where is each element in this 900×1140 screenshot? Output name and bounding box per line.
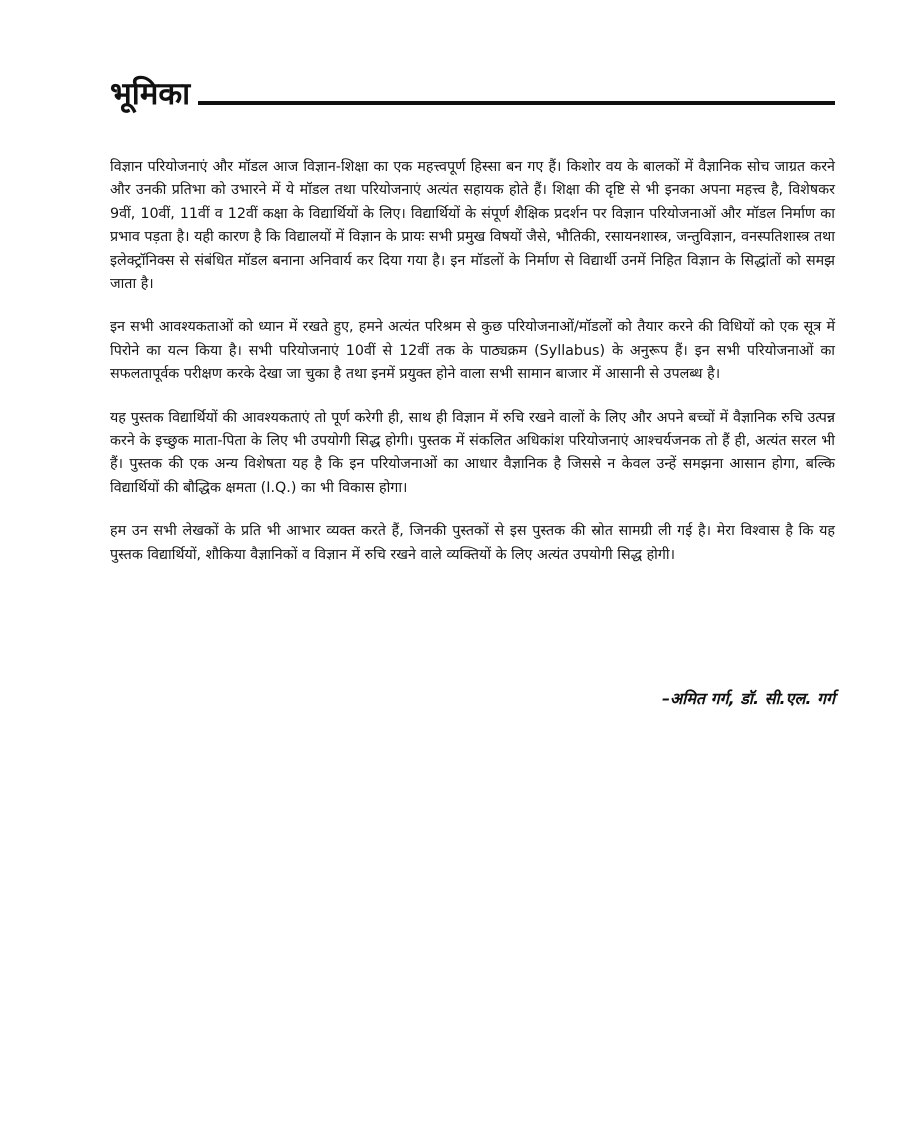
paragraph-intro: विज्ञान परियोजनाएं और मॉडल आज विज्ञान-शिक्षा का एक महत्त्वपूर्ण हिस्सा बन गए हैं। किशोर वय के बालकों में वैज्ञानिक सोच जाग्रत करने और उनकी प्रतिभा को उभारने में ये मॉडल तथा परियोजनाएं अत्यंत सहायक होते हैं। शिक्षा की दृष्टि से भी इनका अपना महत्त्व है, विशेषकर 9वीं, 10वीं, 11वीं व 12वीं कक्षा के विद्यार्थियों के लिए। विद्यार्थियों के संपूर्ण शैक्षिक प्रदर्शन पर विज्ञान परियोजनाओं और मॉडल निर्माण का प्रभाव पड़ता है। यही कारण है कि विद्यालयों में विज्ञान के प्रायः सभी प्रमुख विषयों जैसे, भौतिकी, रसायनशास्त्र, जन्तुविज्ञान, वनस्पतिशास्त्र तथा इलेक्ट्रॉनिक्स से संबंधित मॉडल बनाना अनिवार्य कर दिया गया है। इन मॉडलों के निर्माण से विद्यार्थी उनमें निहित विज्ञान के सिद्धांतों को समझ जाता है। <box>110 159 835 293</box>
heading-underline <box>198 101 835 105</box>
paragraph-effort: इन सभी आवश्यकताओं को ध्यान में रखते हुए, हमने अत्यंत परिश्रम से कुछ परियोजनाओं/मॉडलों को तैयार करने की विधियों को एक सूत्र में पिरोने का यत्न किया है। सभी परियोजनाएं 10वीं से 12वीं तक के पाठ्यक्रम (Syllabus) के अनुरूप हैं। इन सभी परियोजनाओं का सफलतापूर्वक परीक्षण करके देखा जा चुका है तथा इनमें प्रयुक्त होने वाला सभी सामान बाजार में आसानी से उपलब्ध है। <box>110 319 835 383</box>
author-signature: –अमित गर्ग, डॉ. सी.एल. गर्ग <box>661 689 835 708</box>
paragraph-acknowledgement: हम उन सभी लेखकों के प्रति भी आभार व्यक्त करते हैं, जिनकी पुस्तकों से इस पुस्तक की स्रोत सामग्री ली गई है। मेरा विश्वास है कि यह पुस्तक विद्यार्थियों, शौकिया वैज्ञानिकों व विज्ञान में रुचि रखने वाले व्यक्तियों के लिए अत्यंत उपयोगी सिद्ध होगी। <box>110 523 835 563</box>
heading-row <box>110 70 835 114</box>
page-title: भूमिका <box>110 76 191 112</box>
paragraph-usefulness: यह पुस्तक विद्यार्थियों की आवश्यकताएं तो पूर्ण करेगी ही, साथ ही विज्ञान में रुचि रखने वालों के लिए और अपने बच्चों में वैज्ञानिक रुचि उत्पन्न करने के इच्छुक माता-पिता के लिए भी उपयोगी सिद्ध होगी। पुस्तक में संकलित अधिकांश परियोजनाएं आश्चर्यजनक तो हैं ही, अत्यंत सरल भी हैं। पुस्तक की एक अन्य विशेषता यह है कि इन परियोजनाओं का आधार वैज्ञानिक है जिससे न केवल उन्हें समझना आसान होगा, बल्कि विद्यार्थियों की बौद्धिक क्षमता (I.Q.) का भी विकास होगा। <box>110 409 836 496</box>
preface-body <box>110 156 835 587</box>
